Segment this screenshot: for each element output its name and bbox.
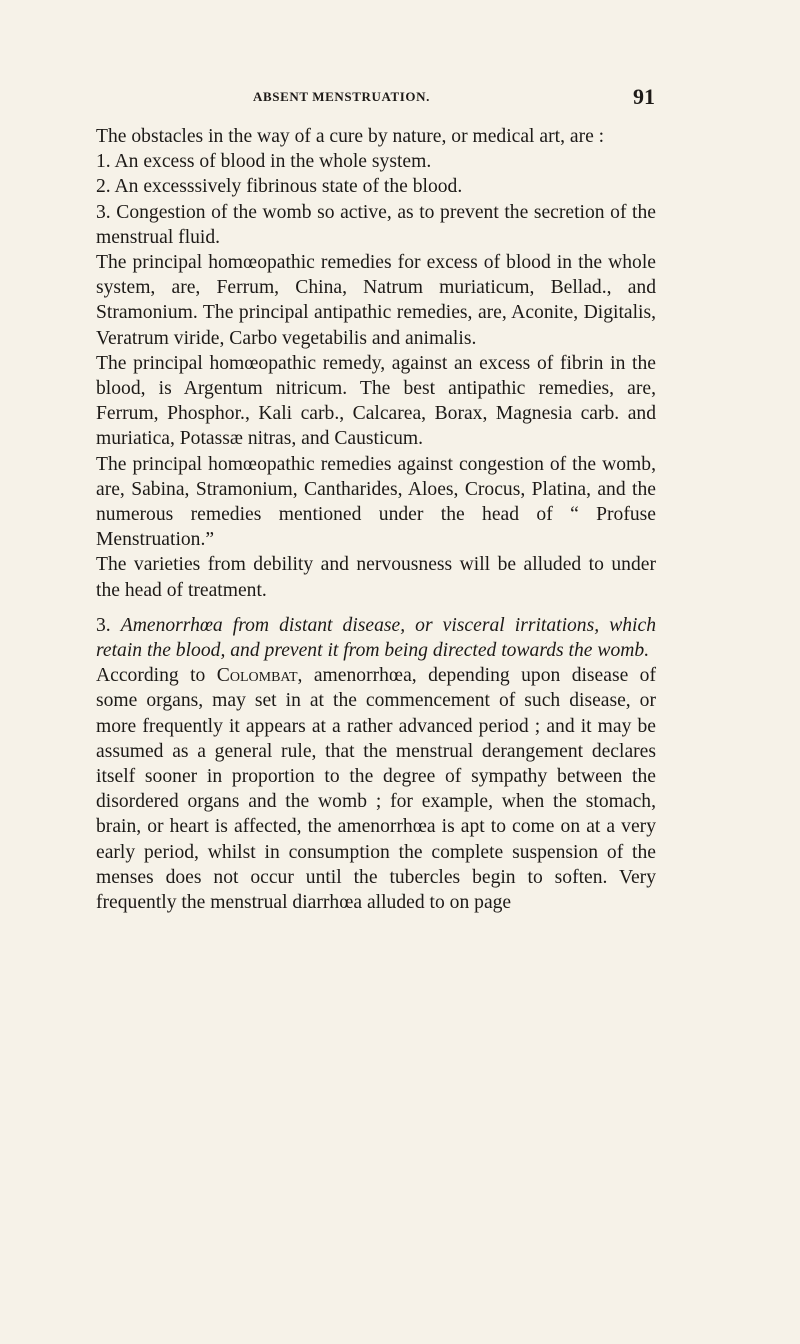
paragraph-debility-varieties: The varieties from debility and nervousness will be alluded to under the head of treatment. [96,554,656,601]
section-heading-3 [96,613,656,663]
author-name: Colombat [216,665,298,687]
running-title: ABSENT MENSTRUATION. [253,89,430,104]
list-item-1: 1. An excess of blood in the whole system. [96,151,432,173]
paragraph-lead: According to [96,665,206,687]
list-item-3: 3. Congestion of the womb so active, as to prevent the secretion of the menstrual fluid. [96,201,656,248]
page-number: 91 [633,84,655,109]
paragraph-obstacles-intro: The obstacles in the way of a cure by nature, or medical art, are : [96,126,605,147]
section-number: 3. [96,614,111,636]
body-text [96,124,656,915]
section-title: Amenorrhœa from distant disease, or visceral irritations, which retain the blood, and prevent it from being directed towards the womb. [96,614,656,662]
paragraph-congestion-remedies: The principal homœopathic remedies against congestion of the womb, are, Sabina, Stramonium, Cantharides, Aloes, Crocus, Platina, and the numerous remedies mentioned under the head of “ Profuse Menstruation.” [96,453,656,551]
paragraph-fibrin-remedies: The principal homœopathic remedy, against an excess of fibrin in the blood, is Argentum nitricum. The best antipathic remedies, are, Ferrum, Phosphor., Kali carb., Calcarea, Borax, Magnesia carb. and muriatica, Potassæ nitras, and Causticum. [96,352,656,450]
paragraph-rest: , amenorrhœa, depending upon disease of some organs, may set in at the commencement of such disease, or more frequently it appears at a rather advanced period ; and it may be assumed as a general rule, that the menstrual derangement declares itself sooner in proportion to the degree of sympathy between the disordered organs and the womb ; for example, when the stomach, brain, or heart is affected, the amenorrhœa is apt to come on at a very early period, whilst in consumption the complete suspension of the menses does not occur until the tubercles begin to soften. Very frequently the menstrual diarrhœa alluded to on page [96,665,657,914]
list-item-2: 2. An excesssively fibrinous state of the blood. [96,176,463,198]
page-header [95,84,655,110]
paragraph-colombat [96,663,656,915]
paragraph-excess-blood-remedies: The principal homœopathic remedies for excess of blood in the whole system, are, Ferrum, China, Natrum muriaticum, Bellad., and Stramonium. The principal antipathic remedies, are, Aconite, Digitalis, Veratrum viride, Carbo vegetabilis and animalis. [96,252,656,349]
